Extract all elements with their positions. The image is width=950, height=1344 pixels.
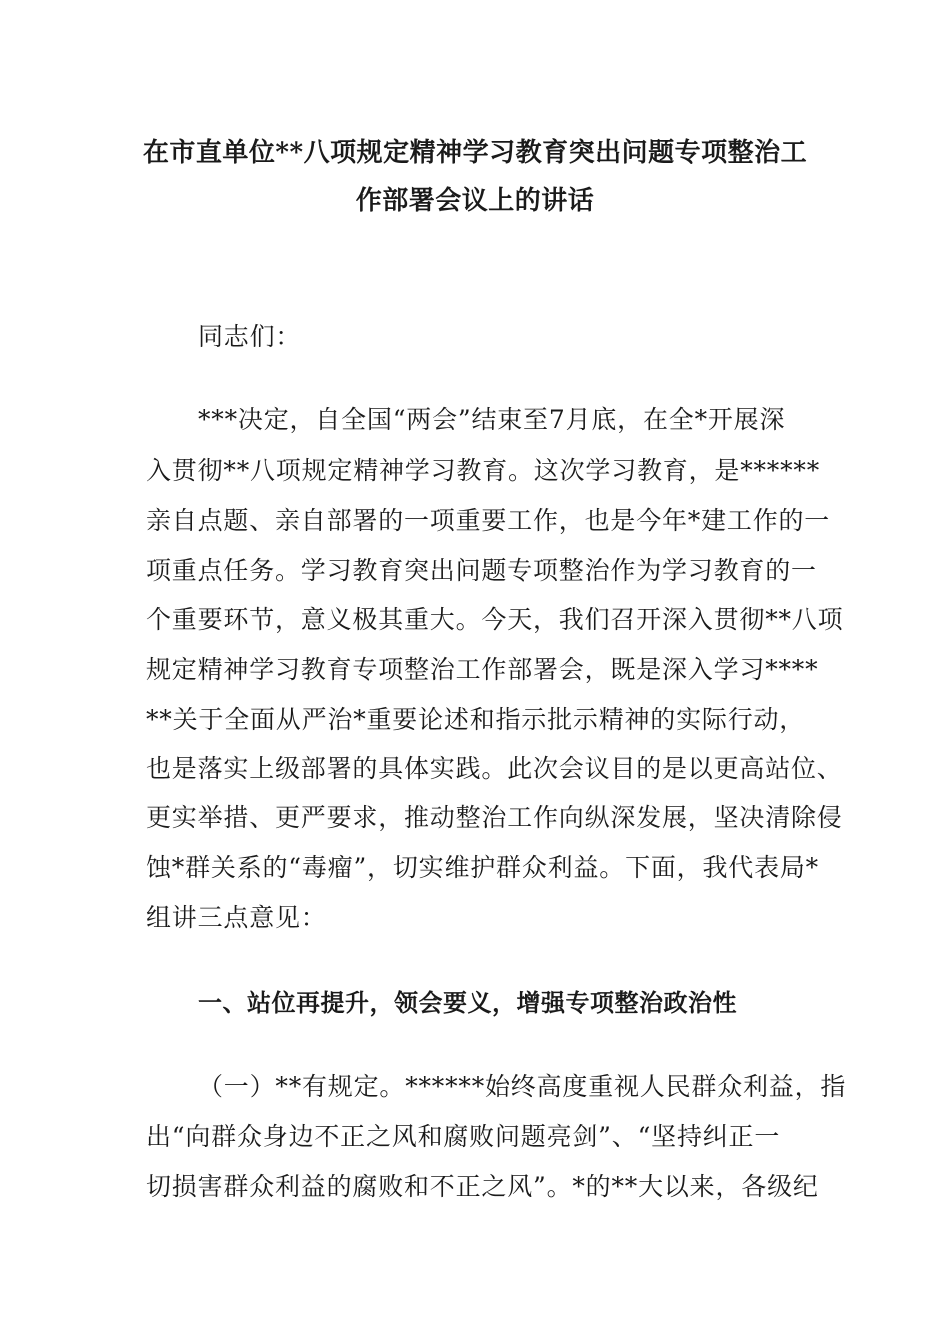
paragraph-1-line: 组讲三点意见： — [146, 903, 327, 932]
paragraph-1-line: ***决定，自全国“两会”结束至7月底，在全*开展深 — [198, 405, 786, 434]
salutation: 同志们： — [198, 322, 302, 351]
paragraph-1-line: 规定精神学习教育专项整治工作部署会，既是深入学习**** — [146, 655, 819, 684]
document-title-line-1: 在市直单位**八项规定精神学习教育突出问题专项整治工 — [142, 138, 808, 168]
paragraph-1-line: 亲自点题、亲自部署的一项重要工作，也是今年*建工作的一 — [146, 506, 831, 535]
paragraph-2-line: （一）**有规定。******始终高度重视人民群众利益，指 — [198, 1072, 847, 1101]
paragraph-1-line: 个重要环节，意义极其重大。今天，我们召开深入贯彻**八项 — [146, 605, 844, 634]
document-title-line-2: 作部署会议上的讲话 — [355, 186, 595, 216]
paragraph-1-line: 更实举措、更严要求，推动整治工作向纵深发展，坚决清除侵 — [146, 803, 843, 832]
paragraph-1-line: 也是落实上级部署的具体实践。此次会议目的是以更高站位、 — [146, 754, 843, 783]
paragraph-1-line: 入贯彻**八项规定精神学习教育。这次学习教育，是****** — [146, 456, 821, 485]
paragraph-1-line: 项重点任务。学习教育突出问题专项整治作为学习教育的一 — [146, 556, 817, 585]
paragraph-2-line: 切损害群众利益的腐败和不正之风”。*的**大以来，各级纪 — [146, 1172, 819, 1201]
paragraph-1-line: **关于全面从严治*重要论述和指示批示精神的实际行动， — [146, 705, 806, 734]
paragraph-2-line: 出“向群众身边不正之风和腐败问题亮剑”、“坚持纠正一 — [146, 1122, 781, 1151]
paragraph-1-line: 蚀*群关系的“毒瘤”，切实维护群众利益。下面，我代表局* — [146, 853, 819, 882]
section-1-heading: 一、站位再提升，领会要义，增强专项整治政治性 — [198, 989, 737, 1017]
